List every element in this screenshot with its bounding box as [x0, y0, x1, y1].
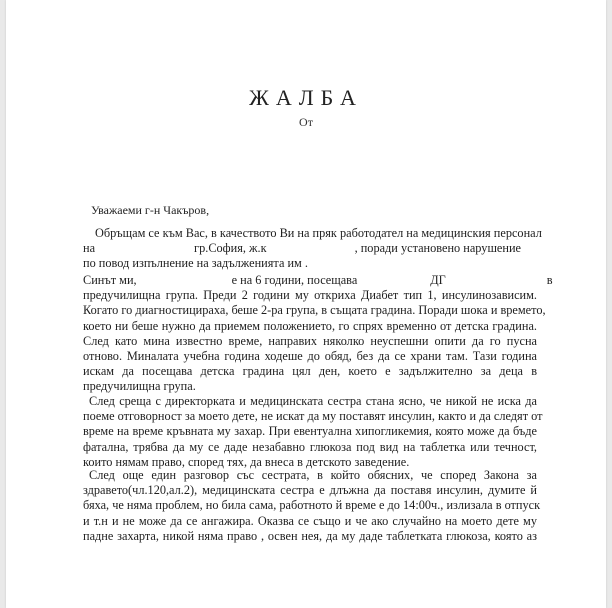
line-segment: гр.София, ж.к: [194, 241, 267, 256]
document-page: [6, 0, 606, 608]
paragraph-line: След като мина известно време, направих няколко неуспешни опити да го пусна: [83, 333, 537, 348]
paragraph-line: по повод изпълнение на задълженията им .: [83, 256, 308, 271]
paragraph-3: [83, 394, 543, 470]
paragraph-line: и т.н и не може да се ангажира. Оказва се също и че ако случайно на моето дете му: [83, 513, 537, 528]
document-title: ЖАЛБА: [249, 85, 363, 110]
line-segment: на: [83, 241, 96, 256]
paragraph-4: [83, 468, 541, 544]
paragraph-line: [83, 241, 537, 256]
paragraph-line: предучилищна група. Преди 2 години му откриха Диабет тип 1, инсулинозависим.: [83, 288, 537, 303]
paragraph-line: фатална, трябва да му се даде незабавно глюкоза под вид на таблетка или течност,: [83, 439, 537, 454]
line-segment: в: [546, 273, 553, 287]
paragraph-line: След още един разговор със сестрата, в който обясних, че според Закона за: [89, 468, 537, 482]
paragraph-line: бяха, че няма проблем, но била сама, работното й време е до 14:00ч., излизала в отпуск: [83, 498, 541, 513]
paragraph-line: Обръщам се към Вас, в качеството Ви на пряк работодател на медицинския персонал: [95, 226, 542, 240]
paragraph-line: искам да посещава детска градина цял ден, което е задължително за деца в: [83, 364, 537, 379]
paragraph-line: След среща с директорката и медицинската сестра стана ясно, че никой не иска да: [89, 394, 537, 408]
paragraph-line: здравето(чл.120,ал.2), медицинската сестра е длъжна да поставя инсулин, думите й: [83, 483, 537, 498]
line-segment: Синът ми,: [83, 273, 137, 287]
greeting: Уважаеми г-н Чакъров,: [91, 203, 210, 217]
from-label: От: [299, 115, 313, 129]
paragraph-line: отново. Миналата учебна година ходеше до обяд, без да се храни там. Тази година: [83, 349, 537, 364]
paragraph-line: което ни беше нужно да приемем положението, го спрях временно от детска градина.: [83, 318, 537, 333]
line-segment: ДГ: [430, 273, 446, 287]
paragraph-line: падне захарта, никой няма право , освен нея, да му даде таблетката глюкоза, която аз: [83, 528, 537, 543]
paragraph-line: предучилищна група.: [83, 379, 196, 394]
line-segment: е на 6 години, посещава: [231, 273, 358, 287]
paragraph-2: [83, 273, 553, 395]
line-segment: , поради установено нарушение: [354, 241, 521, 256]
paragraph-line: [83, 273, 553, 288]
paragraph-line: Когато го диагностицираха, беше 2-ра група, в същата градина. Поради шока и времето,: [83, 303, 546, 318]
paragraph-line: поеме отговорност за моето дете, не искат да му поставят инсулин, както и да следят от: [83, 409, 543, 424]
paragraph-line: които нямам право, според тях, да внеса в детското заведение.: [83, 454, 410, 469]
paragraph-line: време на време кръвната му захар. При евентуална хипогликемия, която може да бъде: [83, 424, 537, 439]
paragraph-1: [83, 226, 542, 272]
